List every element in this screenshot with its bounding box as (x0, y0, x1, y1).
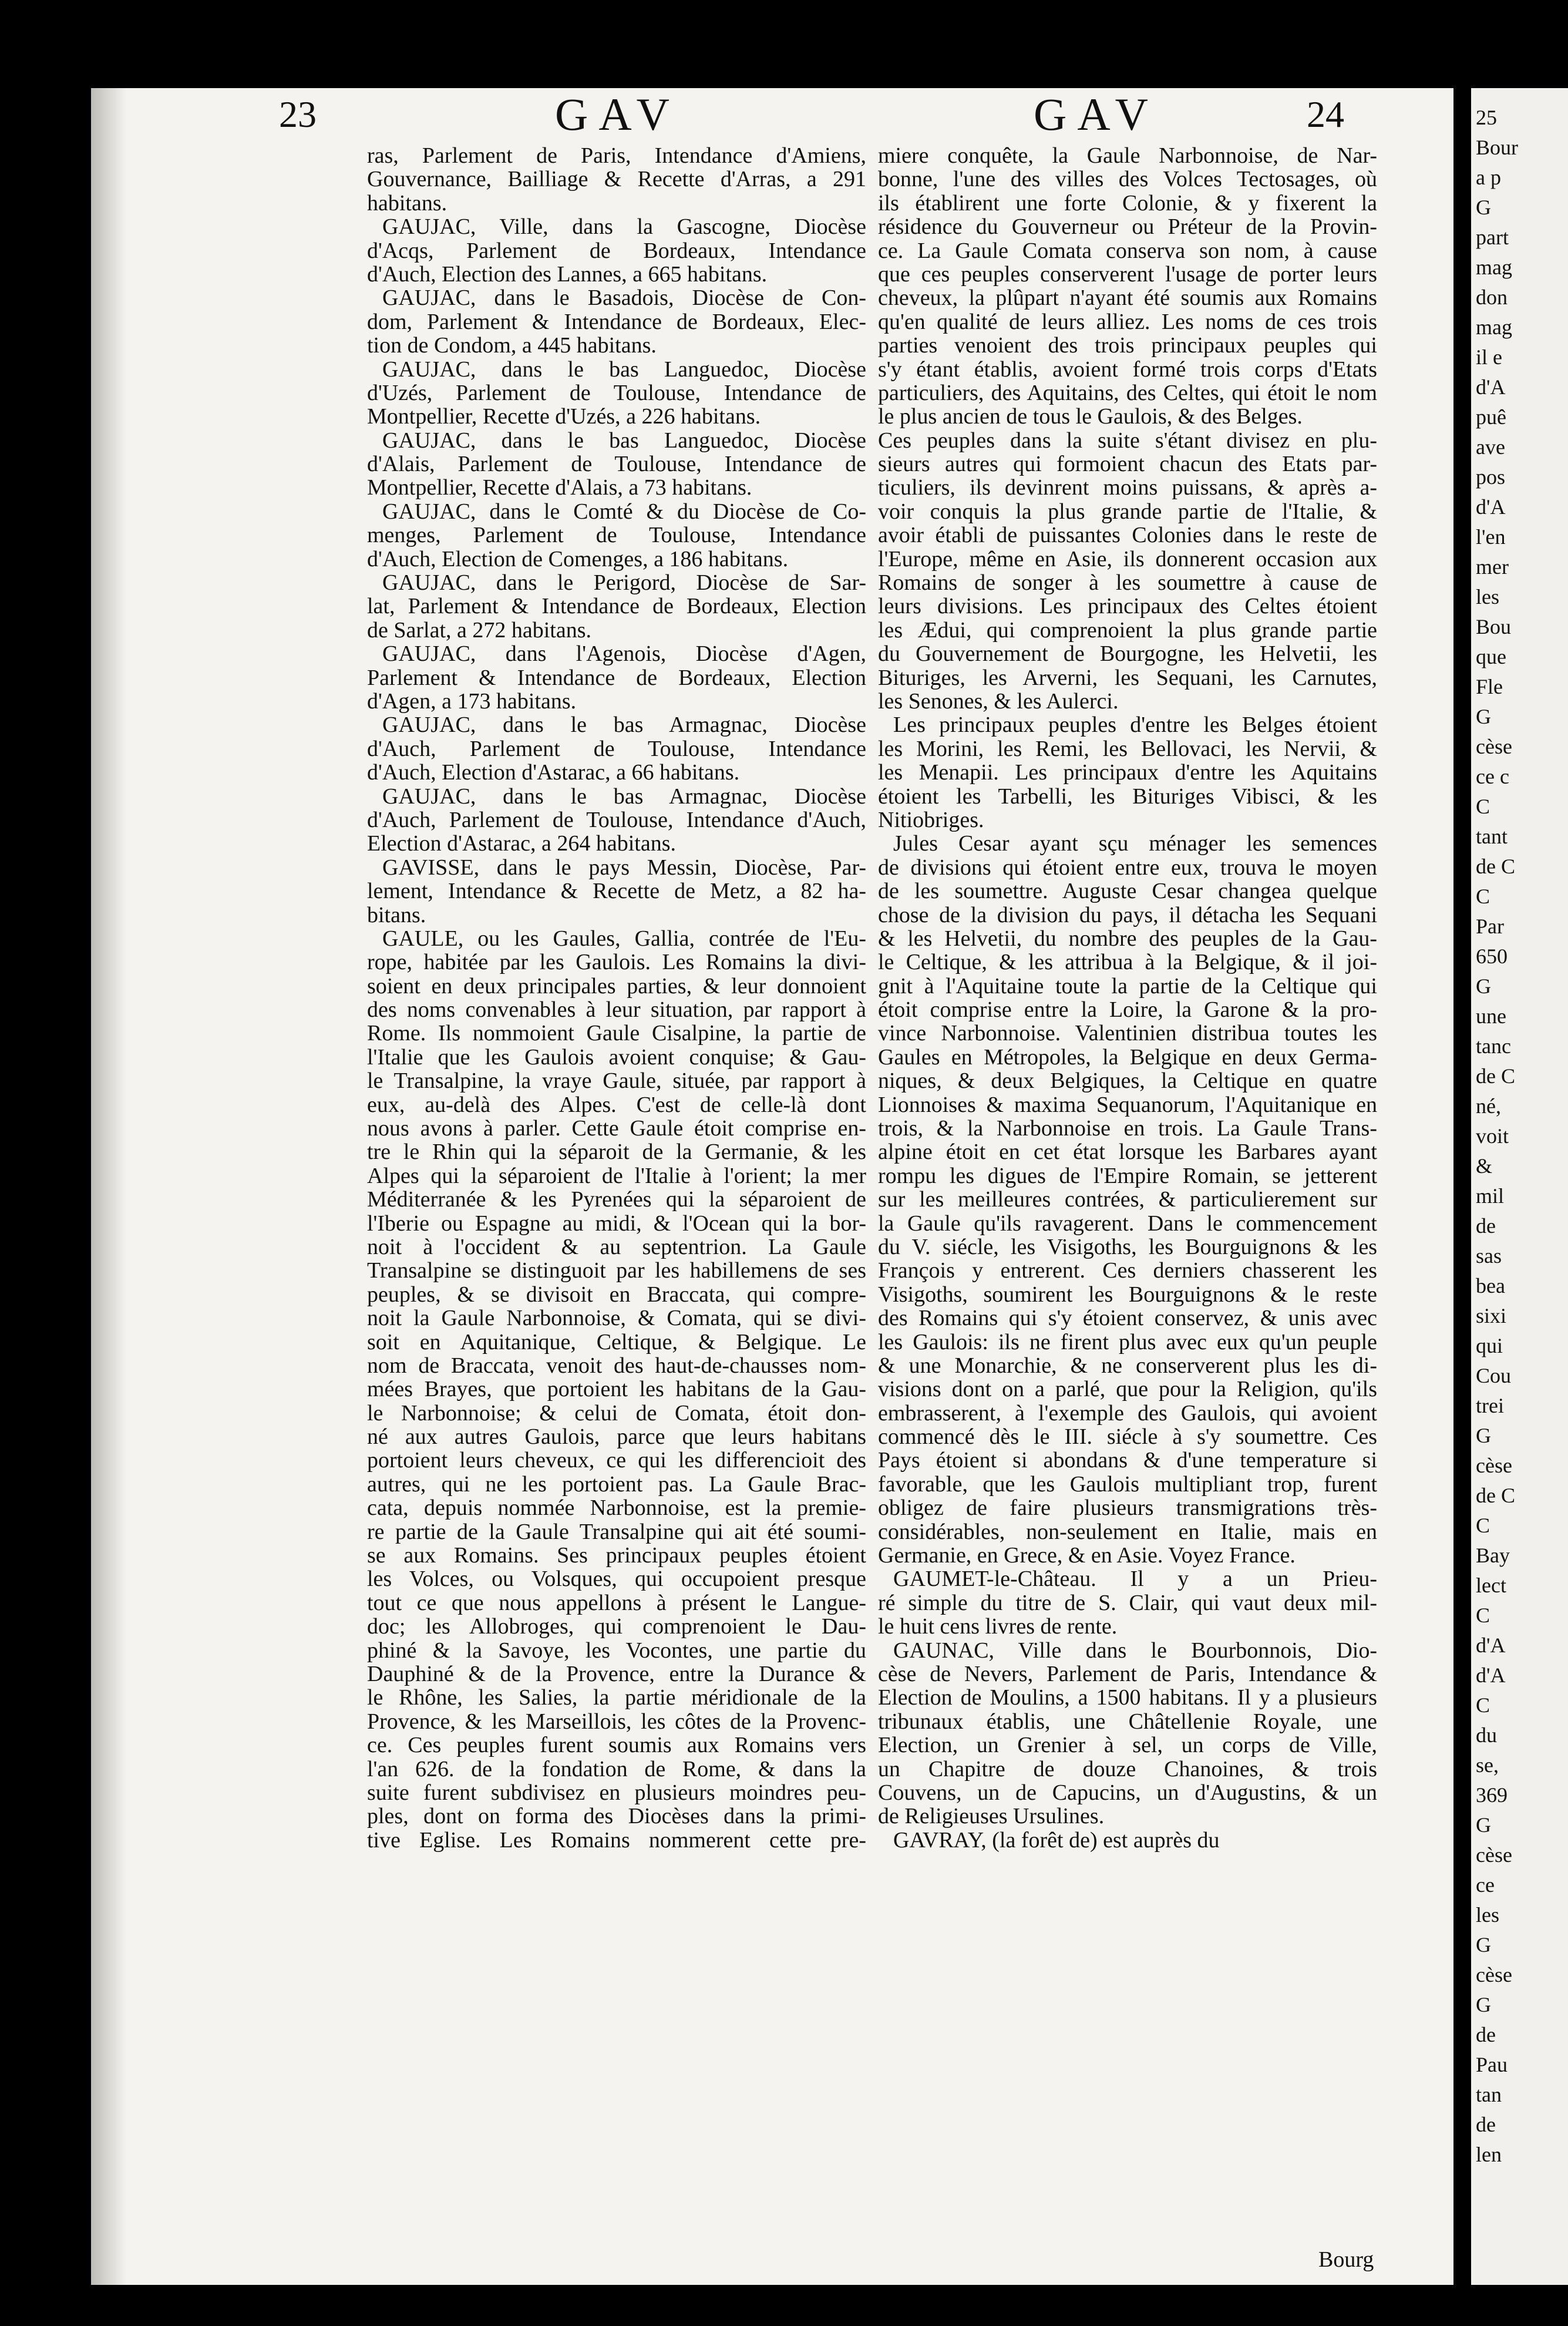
text-line: le Narbonnoise; & celui de Comata, étoit don- (367, 1401, 866, 1426)
right-text-column (878, 144, 1377, 2241)
adjacent-page-fragment: puê (1476, 405, 1506, 429)
adjacent-page-fragment: G (1476, 1933, 1491, 1957)
text-line: noit la Gaule Narbonnoise, & Comata, qui se divi- (367, 1306, 866, 1330)
text-line: soit en Aquitanique, Celtique, & Belgique. Le (367, 1330, 866, 1354)
text-line: rompu les digues de l'Empire Romain, se jetterent (878, 1164, 1377, 1188)
adjacent-page-fragment: trei (1476, 1394, 1504, 1417)
text-line: le Transalpine, la vraye Gaule, située, par rapport à (367, 1069, 866, 1093)
text-line: ce. La Gaule Comata conserva son nom, à cause (878, 238, 1377, 263)
adjacent-page-fragment: Pau (1476, 2053, 1508, 2076)
text-line: tout ce que nous appellons à présent le Langue- (367, 1591, 866, 1615)
text-line: du V. siécle, les Visigoths, les Bourguignons & les (878, 1235, 1377, 1259)
text-line: d'Auch, Parlement de Toulouse, Intendance d'Auch, (367, 808, 866, 832)
left-running-head: GAV (555, 89, 680, 140)
text-line: niques, & deux Belgiques, la Celtique en quatre (878, 1069, 1377, 1093)
adjacent-page-fragment: len (1476, 2143, 1502, 2166)
adjacent-page-fragment: C (1476, 1604, 1490, 1627)
text-line: d'Auch, Election des Lannes, a 665 habitans. (367, 262, 768, 287)
text-line: le plus ancien de tous le Gaulois, & des Belges. (878, 405, 1303, 429)
text-line: d'Uzés, Parlement de Toulouse, Intendance de (367, 381, 866, 405)
adjacent-page-fragment: lect (1476, 1574, 1506, 1597)
text-line: miere conquête, la Gaule Narbonnoise, de Nar- (878, 144, 1377, 168)
text-line: les Morini, les Remi, les Bellovaci, les Nervii, & (878, 737, 1377, 761)
right-page-number: 24 (1307, 93, 1344, 135)
text-line: sieurs autres qui formoient chacun des Etats par- (878, 452, 1377, 476)
text-line: l'an 626. de la fondation de Rome, & dans la (367, 1757, 866, 1781)
adjacent-page-fragment: Bou (1476, 615, 1512, 638)
text-line: ples, dont on forma des Diocèses dans la primi- (367, 1804, 866, 1828)
text-line: GAULE, ou les Gaules, Gallia, contrée de l'Eu- (382, 926, 866, 951)
adjacent-page-fragment: G (1476, 1813, 1491, 1837)
text-line: doc; les Allobroges, qui comprenoient le Dau- (367, 1615, 866, 1639)
text-line: considérables, non-seulement en Italie, mais en (878, 1520, 1377, 1544)
text-line: habitans. (367, 191, 447, 216)
text-line: GAUNAC, Ville dans le Bourbonnois, Dio- (893, 1638, 1377, 1662)
adjacent-page-fragment: d'A (1476, 1663, 1506, 1687)
text-line: noit à l'occident & au septentrion. La Gaule (367, 1235, 866, 1259)
adjacent-page-fragment: de C (1476, 1484, 1515, 1507)
text-line: Les principaux peuples d'entre les Belges étoient (893, 713, 1377, 737)
adjacent-page-fragment: tan (1476, 2083, 1502, 2106)
text-line: les Gaulois: ils ne firent plus avec eux qu'un peuple (878, 1330, 1377, 1354)
adjacent-page-fragment: d'A (1476, 495, 1506, 519)
adjacent-page-fragment: C (1476, 795, 1490, 818)
text-line: nom de Braccata, venoit des haut-de-chausses nom- (367, 1353, 866, 1378)
text-line: & les Helvetii, du nombre des peuples de la Gau- (878, 926, 1377, 951)
text-line: du Gouvernement de Bourgogne, les Helvetii, les (878, 642, 1377, 666)
text-line: cheveux, la plûpart n'ayant été soumis aux Romains (878, 286, 1377, 310)
adjacent-page-fragment: mer (1476, 555, 1509, 579)
text-line: lement, Intendance & Recette de Metz, a 82 ha- (367, 879, 866, 903)
text-line: de Sarlat, a 272 habitans. (367, 618, 592, 643)
text-line: GAUJAC, dans le bas Languedoc, Diocèse (382, 428, 866, 453)
text-line: d'Auch, Parlement de Toulouse, Intendance (367, 737, 866, 761)
adjacent-page-fragment: ave (1476, 435, 1505, 459)
text-line: particuliers, des Aquitains, des Celtes, qui étoit le nom (878, 381, 1377, 405)
adjacent-page-fragment: né, (1476, 1094, 1501, 1118)
text-line: Romains de songer à les soumettre à cause de (878, 571, 1377, 595)
text-line: parties venoient des trois principaux peuples qui (878, 334, 1377, 358)
text-line: le Rhône, les Salies, la partie méridionale de la (367, 1686, 866, 1710)
text-line: les Volces, ou Volsques, qui occupoient presque (367, 1567, 866, 1591)
adjacent-page-fragment: C (1476, 885, 1490, 908)
adjacent-page-fragment: que (1476, 645, 1506, 668)
text-line: dom, Parlement & Intendance de Bordeaux, Elec- (367, 310, 866, 334)
gutter-shadow (91, 88, 126, 2285)
text-line: que ces peuples conserverent l'usage de porter leurs (878, 262, 1377, 287)
text-line: embrasserent, à l'exemple des Gaulois, qui avoient (878, 1401, 1377, 1426)
text-line: le huit cens livres de rente. (878, 1615, 1118, 1639)
adjacent-page-fragment: 369 (1476, 1783, 1508, 1807)
text-line: suite furent subdivisez en plusieurs moindres peu- (367, 1780, 866, 1805)
text-line: cata, depuis nommée Narbonnoise, est la premie- (367, 1496, 866, 1520)
text-line: re partie de la Gaule Transalpine qui ait été soumi- (367, 1520, 866, 1544)
text-line: GAUJAC, dans le bas Armagnac, Diocèse (382, 713, 866, 737)
adjacent-page-fragment: ce c (1476, 765, 1509, 788)
adjacent-page-fragment: mag (1476, 315, 1512, 339)
adjacent-page-fragment: se, (1476, 1753, 1499, 1777)
text-line: d'Alais, Parlement de Toulouse, Intendance de (367, 452, 866, 476)
text-line: l'Italie que les Gaulois avoient conquise; & Gau- (367, 1045, 866, 1070)
text-line: tre le Rhin qui la séparoit de la Germanie, & les (367, 1140, 866, 1164)
adjacent-page-fragment: don (1476, 285, 1508, 309)
adjacent-page-fragment: 650 (1476, 944, 1508, 968)
adjacent-page-fragment: mag (1476, 256, 1512, 279)
text-line: Alpes qui la séparoient de l'Italie à l'orient; la mer (367, 1164, 866, 1188)
adjacent-page-fragment: de C (1476, 1064, 1515, 1088)
text-line: eux, au-delà des Alpes. C'est de celle-là dont (367, 1093, 866, 1117)
text-line: GAVISSE, dans le pays Messin, Diocèse, Par- (382, 855, 866, 880)
adjacent-page-fragment: tanc (1476, 1034, 1511, 1058)
text-line: ras, Parlement de Paris, Intendance d'Amiens, (367, 144, 866, 168)
text-line: Gaules en Métropoles, la Belgique en deux Germa- (878, 1045, 1377, 1070)
text-line: né aux autres Gaulois, parce que leurs habitans (367, 1425, 866, 1449)
text-line: GAUJAC, dans le bas Armagnac, Diocèse (382, 784, 866, 808)
text-line: d'Acqs, Parlement de Bordeaux, Intendance (367, 238, 866, 263)
text-line: tribunaux établis, une Châtellenie Royale, une (878, 1709, 1377, 1734)
adjacent-page-fragment: cèse (1476, 735, 1512, 758)
text-line: d'Agen, a 173 habitans. (367, 689, 577, 714)
text-line: visions dont on a parlé, que pour la Religion, qu'ils (878, 1377, 1377, 1401)
adjacent-page-fragment: d'A (1476, 1633, 1506, 1657)
text-line: Transalpine se distinguoit par les habillemens de ses (367, 1259, 866, 1283)
adjacent-page-fragment: qui (1476, 1334, 1503, 1357)
text-line: lat, Parlement & Intendance de Bordeaux, Election (367, 594, 866, 619)
catchword: Bourg (1318, 2247, 1374, 2272)
text-line: Dauphiné & de la Provence, entre la Durance & (367, 1662, 866, 1686)
adjacent-page-fragment: ce (1476, 1873, 1495, 1897)
text-line: GAUJAC, dans l'Agenois, Diocèse d'Agen, (382, 642, 866, 666)
text-line: d'Auch, Election de Comenges, a 186 habitans. (367, 547, 789, 572)
text-line: ce. Ces peuples furent soumis aux Romains vers (367, 1733, 866, 1757)
text-line: Provence, & les Marseillois, les côtes de la Provenc- (367, 1709, 866, 1734)
text-line: Nitiobriges. (878, 808, 984, 832)
text-line: mées Brayes, que portoient les habitans de la Gau- (367, 1377, 866, 1401)
text-line: peuples, & se divisoit en Braccata, qui compre- (367, 1282, 866, 1307)
text-line: Rome. Ils nommoient Gaule Cisalpine, la partie de (367, 1021, 866, 1046)
adjacent-page-fragment: sixi (1476, 1304, 1507, 1327)
text-line: ils établirent une forte Colonie, & y fixerent la (878, 191, 1377, 216)
text-line: rope, habitée par les Gaulois. Les Romains la divi- (367, 950, 866, 974)
adjacent-page-fragment: du (1476, 1723, 1497, 1747)
text-line: Montpellier, Recette d'Uzés, a 226 habitans. (367, 405, 761, 429)
left-text-column (367, 144, 866, 2241)
adjacent-page-fragment: G (1476, 974, 1491, 998)
adjacent-page-fragment: de (1476, 2023, 1496, 2046)
text-line: se aux Romains. Ses principaux peuples étoient (367, 1544, 866, 1568)
text-line: portoient leurs cheveux, ce qui les differencioit des (367, 1448, 866, 1473)
text-line: Lionnoises & maxima Sequanorum, l'Aquitanique en (878, 1093, 1377, 1117)
text-line: cèse de Nevers, Parlement de Paris, Intendance & (878, 1662, 1377, 1686)
left-page-number: 23 (279, 93, 317, 135)
text-line: étoit comprise entre la Loire, la Garone & la pro- (878, 998, 1377, 1022)
text-line: GAVRAY, (la forêt de) est auprès du (893, 1828, 1220, 1853)
text-line: d'Auch, Election d'Astarac, a 66 habitans. (367, 761, 740, 785)
adjacent-page-fragment: & (1476, 1154, 1493, 1178)
adjacent-page-fragment: C (1476, 1514, 1490, 1537)
text-line: GAUJAC, dans le Basadois, Diocèse de Con- (382, 286, 866, 310)
text-line: Election de Moulins, a 1500 habitans. Il y a plusieurs (878, 1686, 1377, 1710)
text-line: les Ædui, qui comprenoient la plus grande partie (878, 618, 1377, 643)
adjacent-page-fragment: l'en (1476, 525, 1506, 549)
text-line: GAUJAC, dans le Perigord, Diocèse de Sar- (382, 571, 866, 595)
right-running-head: GAV (1034, 89, 1159, 140)
text-line: les Menapii. Les principaux d'entre les Aquitains (878, 761, 1377, 785)
text-line: bitans. (367, 903, 426, 927)
text-line: favorable, que les Gaulois multipliant trop, furent (878, 1472, 1377, 1497)
text-line: des Romains qui s'y étoient conservez, & unis avec (878, 1306, 1377, 1330)
text-line: l'Europe, même en Asie, ils donnerent occasion aux (878, 547, 1377, 572)
text-line: GAUJAC, Ville, dans la Gascogne, Diocèse (382, 215, 866, 239)
text-line: commencé dès le III. siécle à s'y soumettre. Ces (878, 1425, 1377, 1449)
adjacent-page-fragment: mil (1476, 1184, 1505, 1208)
adjacent-page-fragment: G (1476, 1424, 1491, 1447)
adjacent-page-fragment: de C (1476, 855, 1515, 878)
text-line: alpine étoit en cet état lorsque les Barbares ayant (878, 1140, 1377, 1164)
text-line: Election d'Astarac, a 264 habitans. (367, 832, 677, 856)
text-line: Visigoths, soumirent les Bourguignons & le reste (878, 1282, 1377, 1307)
adjacent-page-fragment: sas (1476, 1244, 1502, 1268)
text-line: Jules Cesar ayant sçu ménager les semences (893, 832, 1377, 856)
text-line: phiné & la Savoye, les Vocontes, une partie du (367, 1638, 866, 1662)
text-line: voir conquis la plus grande partie de l'Italie, & (878, 499, 1377, 524)
text-line: GAUMET-le-Château. Il y a un Prieu- (893, 1567, 1377, 1591)
text-line: Election, un Grenier à sel, un corps de Ville, (878, 1733, 1377, 1757)
text-line: avoir établi de puissantes Colonies dans le reste de (878, 523, 1377, 547)
text-line: de les soumettre. Auguste Cesar changea quelque (878, 879, 1377, 903)
adjacent-page-fragment: bea (1476, 1274, 1505, 1298)
adjacent-page-fragment: il e (1476, 345, 1502, 369)
adjacent-page-fragment: les (1476, 1903, 1499, 1927)
text-line: gnit à l'Aquitaine toute la partie de la Celtique qui (878, 974, 1377, 999)
text-line: qu'en qualité de leurs alliez. Les noms de ces trois (878, 310, 1377, 334)
text-line: GAUJAC, dans le bas Languedoc, Diocèse (382, 357, 866, 381)
text-line: chose de la division du pays, il détacha les Sequani (878, 903, 1377, 927)
text-line: tive Eglise. Les Romains nommerent cette pre- (367, 1828, 866, 1853)
text-line: ré simple du titre de S. Clair, qui vaut deux mil- (878, 1591, 1377, 1615)
adjacent-page-fragment: G (1476, 705, 1491, 728)
adjacent-page-strip (1471, 88, 1568, 2285)
text-line: un Chapitre de douze Chanoines, & trois (878, 1757, 1377, 1781)
adjacent-page-fragment: pos (1476, 465, 1506, 489)
adjacent-page-fragment: G (1476, 1993, 1491, 2016)
text-line: l'Iberie ou Espagne au midi, & l'Ocean qui la bor- (367, 1211, 866, 1235)
text-line: Gouvernance, Bailliage & Recette d'Arras, a 291 (367, 167, 866, 191)
adjacent-page-fragment: cèse (1476, 1454, 1512, 1477)
text-line: étoient les Tarbelli, les Bituriges Vibisci, & les (878, 784, 1377, 808)
text-line: François y entrerent. Ces derniers chasserent les (878, 1259, 1377, 1283)
text-line: les Senones, & les Aulerci. (878, 689, 1119, 714)
adjacent-page-fragment: part (1476, 226, 1509, 249)
text-line: ticuliers, ils devinrent moins puissans, & après a- (878, 476, 1377, 500)
text-line: leurs divisions. Les principaux des Celtes étoient (878, 594, 1377, 619)
adjacent-page-fragment: a p (1476, 166, 1501, 189)
text-line: résidence du Gouverneur ou Préteur de la Provin- (878, 215, 1377, 239)
adjacent-page-fragment: tant (1476, 825, 1508, 848)
adjacent-page-fragment: Bour (1476, 136, 1518, 159)
text-line: la Gaule qu'ils ravagerent. Dans le commencement (878, 1211, 1377, 1235)
text-line: Montpellier, Recette d'Alais, a 73 habitans. (367, 476, 752, 500)
adjacent-page-fragment: une (1476, 1004, 1506, 1028)
adjacent-page-fragment: voit (1476, 1124, 1509, 1148)
adjacent-page-fragment: de (1476, 1214, 1496, 1238)
text-line: autres, qui ne les portoient pas. La Gaule Brac- (367, 1472, 866, 1497)
adjacent-page-fragment: cèse (1476, 1843, 1512, 1867)
adjacent-page-fragment: d'A (1476, 375, 1506, 399)
text-line: menges, Parlement de Toulouse, Intendance (367, 523, 866, 547)
text-line: GAUJAC, dans le Comté & du Diocèse de Co- (382, 499, 866, 524)
text-line: de Religieuses Ursulines. (878, 1804, 1105, 1828)
adjacent-page-fragment: Cou (1476, 1364, 1512, 1387)
text-line: nous avons à parler. Cette Gaule étoit comprise en- (367, 1117, 866, 1141)
text-line: Parlement & Intendance de Bordeaux, Election (367, 665, 866, 690)
text-line: tion de Condom, a 445 habitans. (367, 334, 657, 358)
adjacent-page-fragment: Fle (1476, 675, 1503, 698)
adjacent-page-fragment: Par (1476, 915, 1504, 938)
text-line: vince Narbonnoise. Valentinien distribua toutes les (878, 1021, 1377, 1046)
text-line: sur les meilleures contrées, & particulierement sur (878, 1188, 1377, 1212)
adjacent-page-fragment: cèse (1476, 1963, 1512, 1986)
text-line: Germanie, en Grece, & en Asie. Voyez France. (878, 1544, 1296, 1568)
text-line: & une Monarchie, & ne conserverent plus les di- (878, 1353, 1377, 1378)
text-line: des noms convenables à leur situation, par rapport à (367, 998, 866, 1022)
text-line: s'y étant établis, avoient formé trois corps d'Etats (878, 357, 1377, 381)
adjacent-page-fragment: C (1476, 1693, 1490, 1717)
text-line: obligez de faire plusieurs transmigrations très- (878, 1496, 1377, 1520)
text-line: le Celtique, & les attribua à la Belgique, & il joi- (878, 950, 1377, 974)
text-line: de divisions qui étoient entre eux, trouva le moyen (878, 855, 1377, 880)
adjacent-page-fragment: les (1476, 585, 1499, 609)
text-line: Ces peuples dans la suite s'étant divisez en plu- (878, 428, 1377, 453)
text-line: bonne, l'une des villes des Volces Tectosages, où (878, 167, 1377, 191)
text-line: Méditerranée & les Pyrenées qui la séparoient de (367, 1188, 866, 1212)
text-line: trois, & la Narbonnoise en trois. La Gaule Trans- (878, 1117, 1377, 1141)
text-line: soient en deux principales parties, & leur donnoient (367, 974, 866, 999)
text-line: Pays étoient si abondans & d'une temperature si (878, 1448, 1377, 1473)
adjacent-page-fragment: Bay (1476, 1544, 1510, 1567)
text-line: Couvens, un de Capucins, un d'Augustins, & un (878, 1780, 1377, 1805)
text-line: Bituriges, les Arverni, les Sequani, les Carnutes, (878, 665, 1377, 690)
adjacent-page-fragment: G (1476, 196, 1491, 219)
adjacent-page-fragment: de (1476, 2113, 1496, 2136)
adjacent-page-fragment: 25 (1476, 106, 1497, 129)
